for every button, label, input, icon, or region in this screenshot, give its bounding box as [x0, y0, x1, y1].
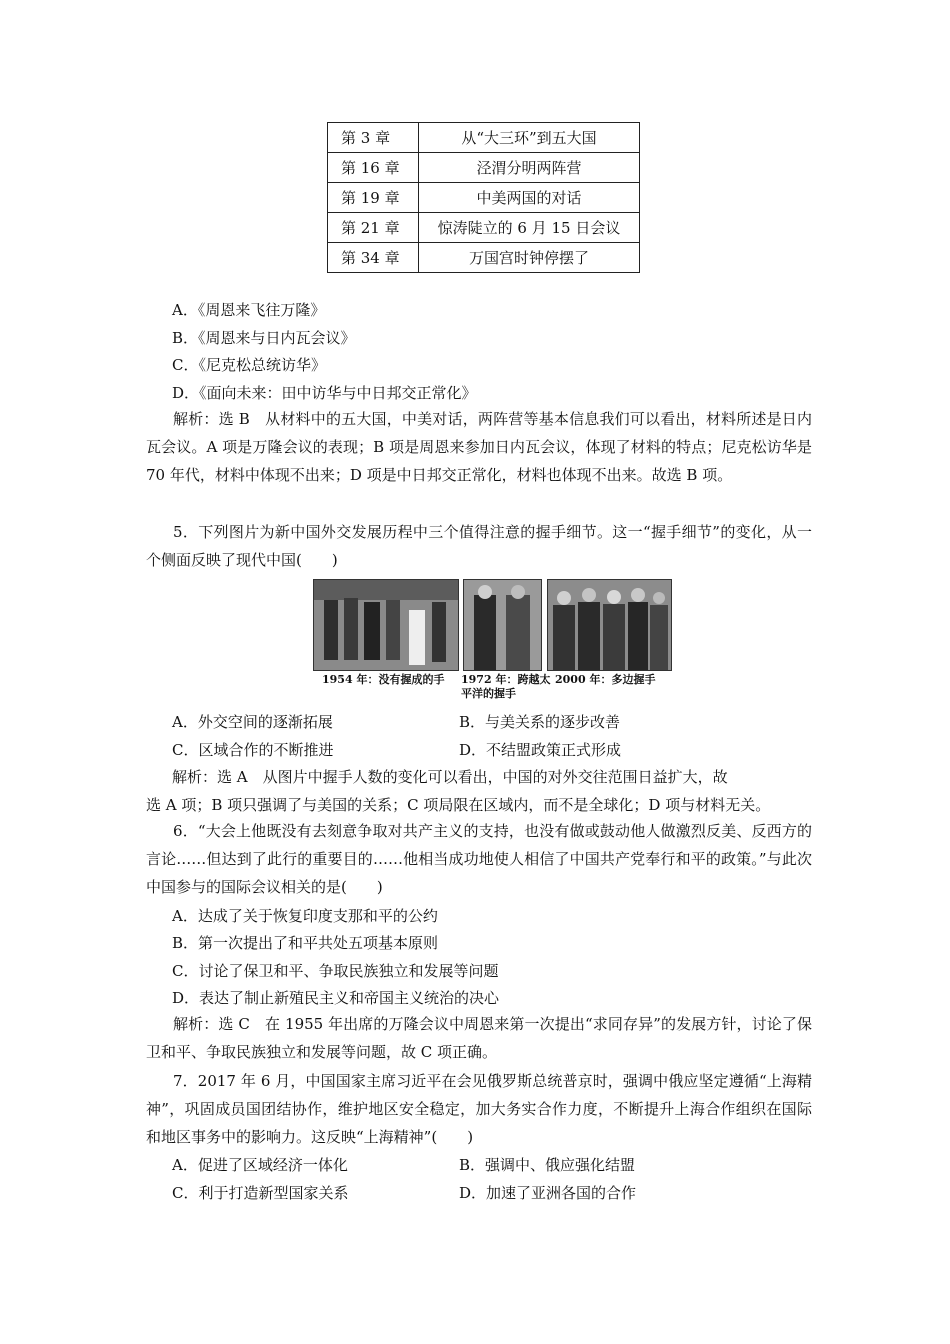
q5-stem: 5．下列图片为新中国外交发展历程中三个值得注意的握手细节。这一“握手细节”的变化，从一个侧面反映了现代中国( ) [146, 523, 812, 569]
chapter-table [327, 122, 640, 273]
q4-option-b: B．《周恩来与日内瓦会议》 [172, 329, 356, 347]
chapter-title-cell: 惊涛陡立的 6 月 15 日会议 [419, 213, 640, 243]
caption-1972-line2: 平洋的握手 [461, 687, 516, 700]
photo-1972-image [464, 580, 541, 670]
q7-option-c: C．利于打造新型国家关系 [172, 1184, 349, 1202]
q6-analysis: 解析：选 C 在 1955 年出席的万隆会议中周恩来第一次提出“求同存异”的发展方针，讨论了保卫和平、争取民族独立和发展等问题，故 C 项正确。 [146, 1015, 812, 1061]
q7-stem: 7．2017 年 6 月，中国国家主席习近平在会见俄罗斯总统普京时，强调中俄应坚定遵循“上海精神”，巩固成员国团结协作，维护地区安全稳定，加大务实合作力度，不断提升上海合作组织在国际和地区事务中的影响力。这反映“上海精神”( ) [146, 1072, 812, 1146]
caption-2000: 2000 年：多边握手 [555, 673, 656, 686]
q6-option-b: B．第一次提出了和平共处五项基本原则 [172, 934, 439, 952]
q5-analysis-line2: 选 A 项；B 项只强调了与美国的关系；C 项局限在区域内，而不是全球化；D 项与材料无关。 [146, 796, 771, 814]
q7-option-b: B．强调中、俄应强化结盟 [459, 1156, 636, 1174]
q4-option-c: C．《尼克松总统访华》 [172, 356, 326, 374]
chapter-title-cell: 中美两国的对话 [419, 183, 640, 213]
photo-1972 [463, 579, 542, 671]
table-row [328, 183, 640, 213]
photo-1954-image [314, 580, 458, 670]
q5-option-a: A．外交空间的逐渐拓展 [172, 713, 333, 731]
q4-analysis: 解析：选 B 从材料中的五大国，中美对话，两阵营等基本信息我们可以看出，材料所述是日内瓦会议。A 项是万隆会议的表现；B 项是周恩来参加日内瓦会议，体现了材料的特点；尼克松访华是 70 年代，材料中体现不出来；D 项是中日邦交正常化，材料也体现不出来。故选 B 项。 [146, 410, 812, 484]
q7-option-d: D．加速了亚洲各国的合作 [459, 1184, 637, 1202]
chapter-title-cell: 泾渭分明两阵营 [419, 153, 640, 183]
q6-option-d: D．表达了制止新殖民主义和帝国主义统治的决心 [172, 989, 500, 1007]
chapter-cell: 第 16 章 [328, 153, 419, 183]
q5-option-c: C．区域合作的不断推进 [172, 741, 334, 759]
q5-option-d: D．不结盟政策正式形成 [459, 741, 622, 759]
photo-2000-image [548, 580, 671, 670]
chapter-cell: 第 21 章 [328, 213, 419, 243]
chapter-title-cell: 从“大三环”到五大国 [419, 123, 640, 153]
q5-analysis-line1: 解析：选 A 从图片中握手人数的变化可以看出，中国的对外交往范围日益扩大，故 [172, 768, 728, 786]
table-row [328, 243, 640, 273]
chapter-cell: 第 19 章 [328, 183, 419, 213]
table-row [328, 153, 640, 183]
q4-option-d: D．《面向未来：田中访华与中日邦交正常化》 [172, 384, 477, 402]
caption-1954: 1954 年：没有握成的手 [322, 673, 445, 686]
q5-option-b: B．与美关系的逐步改善 [459, 713, 621, 731]
q4-option-a: A．《周恩来飞往万隆》 [172, 301, 326, 319]
table-row [328, 213, 640, 243]
chapter-cell: 第 34 章 [328, 243, 419, 273]
photo-1954 [313, 579, 459, 671]
q6-option-c: C．讨论了保卫和平、争取民族独立和发展等问题 [172, 962, 499, 980]
q6-stem: 6．“大会上他既没有去刻意争取对共产主义的支持，也没有做或鼓动他人做激烈反美、反西方的言论……但达到了此行的重要目的……他相当成功地使人相信了中国共产党奉行和平的政策。”与此次中国参与的国际会议相关的是( ) [146, 822, 812, 896]
table-row [328, 123, 640, 153]
q6-option-a: A．达成了关于恢复印度支那和平的公约 [172, 907, 438, 925]
caption-1972-line1: 1972 年：跨越太 [461, 673, 551, 686]
photo-2000 [547, 579, 672, 671]
chapter-cell: 第 3 章 [328, 123, 419, 153]
chapter-title-cell: 万国宫时钟停摆了 [419, 243, 640, 273]
q7-option-a: A．促进了区域经济一体化 [172, 1156, 348, 1174]
